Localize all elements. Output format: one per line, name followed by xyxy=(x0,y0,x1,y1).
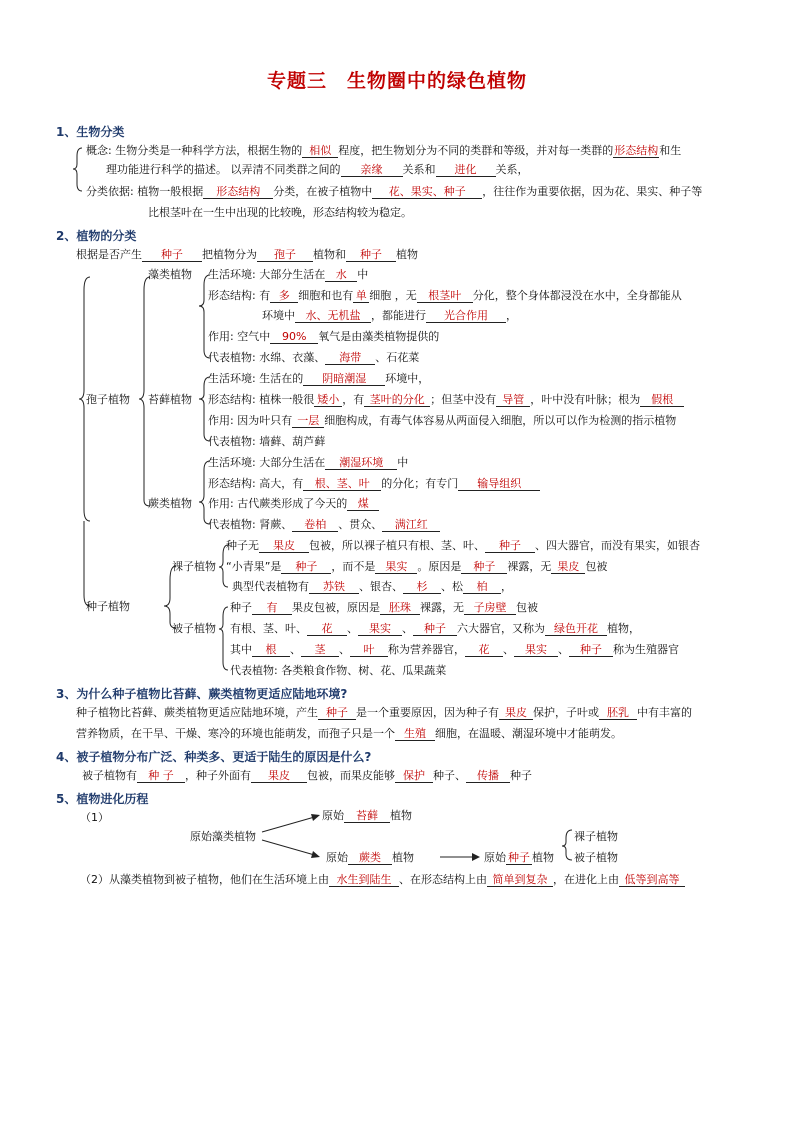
text: 、松 xyxy=(441,580,463,593)
text: 形态结构: 高大，有 xyxy=(208,477,304,490)
blank-answer: 生殖 xyxy=(395,727,435,741)
blank-answer: 90% xyxy=(270,330,318,344)
text: 包被 xyxy=(516,601,538,614)
blank-answer: 柏 xyxy=(463,580,501,594)
text: 代表植物: 水绵、衣藻、 xyxy=(208,351,326,364)
blank-answer: 根、茎、叶 xyxy=(303,477,381,491)
s3-line1 xyxy=(76,706,692,720)
blank-answer: 输导组织 xyxy=(458,477,540,491)
text: 关系， xyxy=(495,163,529,176)
blank-answer: 种子 xyxy=(413,622,457,636)
text: 形态结构: 植株一般很 xyxy=(208,393,315,406)
text: 保护，子叶或 xyxy=(533,706,599,719)
moss-brace xyxy=(199,377,210,441)
s4-line1 xyxy=(82,769,532,783)
arrow-to-moss xyxy=(262,816,318,832)
blank-answer: 亲缘 xyxy=(341,163,403,177)
text: 细胞构成，有毒气体容易从两面侵入细胞，所以可以作为检测的指示植物 xyxy=(324,414,677,427)
s1-basis-line2: 比根茎叶在一生中出现的比较晚，形态结构较为稳定。 xyxy=(148,206,412,219)
text: 的分化；有专门 xyxy=(381,477,459,490)
primitive-seed xyxy=(484,851,554,865)
blank-answer: 水 xyxy=(325,268,357,282)
blank-answer: 潮湿环境 xyxy=(325,456,397,470)
section-4-heading: 4、被子植物分布广泛、种类多、更适于陆生的原因是什么? xyxy=(56,750,372,764)
text: 分化，整个身体都浸没在水中，全身都能从 xyxy=(472,289,682,302)
blank-answer: 海带 xyxy=(325,351,375,365)
angio-line1 xyxy=(230,601,538,615)
algae-line4 xyxy=(208,330,439,344)
text: （2）从藻类植物到被子植物，他们在生活环境上由 xyxy=(80,873,329,886)
text: 环境中， xyxy=(385,372,430,385)
text: 、 xyxy=(347,622,358,635)
moss-line4: 代表植物: 墙藓、葫芦藓 xyxy=(208,435,326,448)
arrowhead-moss xyxy=(311,814,320,821)
blank-answer: 种子 xyxy=(142,248,202,262)
fern-label: 蕨类植物 xyxy=(148,497,192,510)
blank-answer: 阴暗潮湿 xyxy=(303,372,385,386)
text: 植物， xyxy=(607,622,640,635)
blank-answer: 卷柏 xyxy=(292,518,338,532)
text: 裸露，无 xyxy=(420,601,464,614)
text: 程度，把生物划分为不同的类群和等级，并对每一类群的 xyxy=(338,144,614,157)
gymnosperm-node: 裸子植物 xyxy=(574,830,618,843)
blank-answer: 种子 xyxy=(281,560,331,574)
angio-line3 xyxy=(230,643,679,657)
blank-answer: 胚珠 xyxy=(380,601,420,615)
text: 被子植物有 xyxy=(82,769,137,782)
blank-answer: 煤 xyxy=(347,497,379,511)
text: 是一个重要原因，因为种子有 xyxy=(356,706,499,719)
text: 中有丰富的 xyxy=(637,706,692,719)
blank-answer: 相似 xyxy=(302,144,338,158)
blank-answer: 满江红 xyxy=(382,518,440,532)
s1-concept-line1 xyxy=(86,144,681,158)
blank-answer: 矮小 xyxy=(314,393,342,407)
blank-answer: 水生到陆生 xyxy=(329,873,399,887)
text: 、 xyxy=(503,643,514,656)
blank-answer: 苔藓 xyxy=(344,809,390,823)
primitive-fern xyxy=(326,851,414,865)
final-brace xyxy=(562,830,572,860)
text: 六大器官，又称为 xyxy=(457,622,545,635)
blank-answer: 有 xyxy=(252,601,292,615)
blank-answer: 茎叶的分化 xyxy=(364,393,430,407)
text: ，而不是 xyxy=(331,560,376,573)
text: ，有 xyxy=(342,393,365,406)
text: 、 xyxy=(339,643,350,656)
text: 分类依据: 植物一般根据 xyxy=(86,185,204,198)
blank-answer: 苏铁 xyxy=(309,580,359,594)
s2-intro xyxy=(76,248,418,262)
moss-label: 苔藓植物 xyxy=(148,393,192,406)
text: 原始 xyxy=(322,809,344,822)
text: 、 xyxy=(402,622,413,635)
text: 氧气是由藻类植物提供的 xyxy=(318,330,440,343)
blank-answer: 水、无机盐 xyxy=(295,309,371,323)
section-3-heading: 3、为什么种子植物比苔藓、蕨类植物更适应陆地环境? xyxy=(56,687,348,701)
blank-answer: 形态结构 xyxy=(614,144,659,157)
text: 、石花菜 xyxy=(375,351,420,364)
text: 、银杏、 xyxy=(359,580,403,593)
text: 环境中 xyxy=(262,309,295,322)
spore-sub-brace xyxy=(139,277,150,506)
blank-answer: 导管 xyxy=(496,393,530,407)
angio-label: 被子植物 xyxy=(172,622,216,635)
s1-basis-line1 xyxy=(86,185,702,199)
arrowhead-fern xyxy=(311,851,320,858)
text: 、 xyxy=(558,643,569,656)
s1-concept-line2 xyxy=(106,163,529,177)
blank-answer: 种子 xyxy=(346,248,396,262)
text: 植物 xyxy=(390,809,412,822)
seed-sub-brace xyxy=(164,566,176,628)
blank-answer: 种子 xyxy=(508,851,530,864)
fern-line2 xyxy=(208,477,540,491)
text: 生活环境: 生活在的 xyxy=(208,372,304,385)
angio-line2 xyxy=(230,622,640,636)
blank-answer: 种子 xyxy=(318,706,356,720)
text: 和生 xyxy=(659,144,682,157)
text: 植物 xyxy=(392,851,414,864)
angio-brace xyxy=(219,607,228,670)
blank-answer: 杉 xyxy=(403,580,441,594)
text: 种子 xyxy=(510,769,532,782)
text: 细胞，在温暖、潮湿环境中才能萌发。 xyxy=(435,727,622,740)
text: 植物 xyxy=(396,248,418,261)
text: ，在进化上由 xyxy=(553,873,619,886)
primitive-algae: 原始藻类植物 xyxy=(190,830,256,843)
spore-plants-label: 孢子植物 xyxy=(86,393,130,406)
text: “小青果”是 xyxy=(226,560,282,573)
text: 裸露，无 xyxy=(507,560,552,573)
fern-line3 xyxy=(208,497,379,511)
text: ，都能进行 xyxy=(371,309,426,322)
angio-line4: 代表植物: 各类粮食作物、树、花、瓜果蔬菜 xyxy=(230,664,447,677)
gymno-line1 xyxy=(226,539,700,553)
blank-answer: 果实 xyxy=(358,622,402,636)
blank-answer: 一层 xyxy=(292,414,324,428)
arrow-to-fern xyxy=(262,840,318,856)
blank-answer: 花 xyxy=(465,643,503,657)
text: 包被 xyxy=(585,560,608,573)
angiosperm-node: 被子植物 xyxy=(574,851,618,864)
blank-answer: 子房壁 xyxy=(464,601,516,615)
section-5-heading: 5、植物进化历程 xyxy=(56,792,149,806)
text: ， xyxy=(506,309,517,322)
text: ，往往作为重要依据，因为花、果实、种子等 xyxy=(482,185,703,198)
moss-line2 xyxy=(208,393,684,407)
gymno-line3 xyxy=(232,580,512,594)
gymno-label: 裸子植物 xyxy=(172,560,216,573)
blank-answer: 种子 xyxy=(485,539,535,553)
blank-answer: 进化 xyxy=(436,163,496,177)
text: 生活环境: 大部分生活在 xyxy=(208,268,326,281)
text: ，种子外面有 xyxy=(185,769,251,782)
fern-line4 xyxy=(208,518,440,532)
text: 典型代表植物有 xyxy=(232,580,309,593)
arrowhead-seed xyxy=(472,853,480,861)
text: 有根、茎、叶、 xyxy=(230,622,307,635)
s3-line2 xyxy=(76,727,622,741)
primitive-moss xyxy=(322,809,412,823)
text: 种子植物比苔藓、蕨类植物更适应陆地环境，产生 xyxy=(76,706,318,719)
blank-answer: 种子 xyxy=(569,643,613,657)
seed-line xyxy=(84,521,90,606)
blank-answer: 孢子 xyxy=(257,248,313,262)
blank-answer: 果实 xyxy=(375,560,417,574)
algae-line1 xyxy=(208,268,368,282)
blank-answer: 种子 xyxy=(461,560,507,574)
section-2-heading: 2、植物的分类 xyxy=(56,229,137,243)
blank-answer: 果皮 xyxy=(251,769,307,783)
algae-line2 xyxy=(208,289,682,303)
blank-answer: 种 子 xyxy=(137,769,185,783)
blank-answer: 多 xyxy=(270,289,298,303)
blank-answer: 形态结构 xyxy=(203,185,273,199)
blank-answer: 根 xyxy=(252,643,290,657)
s1-brace xyxy=(73,148,82,191)
text: 包被，所以裸子植只有根、茎、叶、 xyxy=(309,539,485,552)
text: 、贯众、 xyxy=(338,518,383,531)
text: 中 xyxy=(397,456,409,469)
blank-answer: 花 xyxy=(307,622,347,636)
text: ，叶中没有叶脉；根为 xyxy=(530,393,641,406)
text: 、四大器官，而没有果实，如银杏 xyxy=(535,539,700,552)
blank-answer: 根茎叶 xyxy=(417,289,473,303)
text: 根据是否产生 xyxy=(76,248,142,261)
text: 关系和 xyxy=(402,163,436,176)
algae-line5 xyxy=(208,351,419,365)
blank-answer: 茎 xyxy=(301,643,339,657)
fern-line1 xyxy=(208,456,408,470)
page-title: 专题三 生物圈中的绿色植物 xyxy=(266,70,527,92)
text: 种子 xyxy=(230,601,252,614)
text: 作用: 空气中 xyxy=(208,330,271,343)
text: 概念: 生物分类是一种科学方法，根据生物的 xyxy=(86,144,303,157)
text: 把植物分为 xyxy=(202,248,257,261)
text: 、 xyxy=(290,643,301,656)
section-1-heading: 1、生物分类 xyxy=(56,125,125,139)
blank-answer: 胚乳 xyxy=(599,706,637,720)
text: 原始 xyxy=(326,851,348,864)
text: 。原因是 xyxy=(417,560,462,573)
blank-answer: 低等到高等 xyxy=(619,873,685,887)
text: 包被，而果皮能够 xyxy=(307,769,395,782)
text: 细胞 ，无 xyxy=(369,289,417,302)
text: 植物和 xyxy=(313,248,346,261)
text: 作用: 因为叶只有 xyxy=(208,414,293,427)
blank-answer: 果皮 xyxy=(499,706,533,720)
blank-answer: 花、果实、种子 xyxy=(372,185,482,199)
text: 其中 xyxy=(230,643,252,656)
text: 细胞和也有 xyxy=(298,289,354,302)
blank-answer: 蕨类 xyxy=(348,851,392,865)
text: 种子、 xyxy=(433,769,466,782)
algae-label: 藻类植物 xyxy=(148,268,192,281)
gymno-line2 xyxy=(226,560,607,574)
blank-answer: 光合作用 xyxy=(426,309,506,323)
blank-answer: 叶 xyxy=(350,643,388,657)
text: 原始 xyxy=(484,851,506,864)
algae-line3 xyxy=(262,309,517,323)
moss-line1 xyxy=(208,372,429,386)
text: ；但茎中没有 xyxy=(430,393,497,406)
s5-item-2 xyxy=(80,873,685,887)
text: 分类，在被子植物中 xyxy=(273,185,373,198)
text: 植物 xyxy=(532,851,554,864)
text: 称为营养器官， xyxy=(388,643,465,656)
blank-answer: 简单到复杂 xyxy=(487,873,553,887)
text: 理功能进行科学的描述。 以弄清不同类群之间的 xyxy=(106,163,341,176)
text: 形态结构: 有 xyxy=(208,289,271,302)
blank-answer: 果皮 xyxy=(551,560,585,574)
fern-brace xyxy=(199,461,210,524)
text: ， xyxy=(501,580,512,593)
text: 作用: 古代蕨类形成了今天的 xyxy=(208,497,348,510)
blank-answer: 单 xyxy=(353,289,369,303)
s5-item-1-number: （1） xyxy=(80,811,109,824)
seed-plants-label: 种子植物 xyxy=(86,600,130,613)
text: 营养物质，在干旱、干燥、寒冷的环境也能萌发，而孢子只是一个 xyxy=(76,727,395,740)
moss-line3 xyxy=(208,414,676,428)
blank-answer: 保护 xyxy=(395,769,433,783)
blank-answer: 假根 xyxy=(640,393,684,407)
text: 代表植物: 肾蕨、 xyxy=(208,518,293,531)
text: 称为生殖器官 xyxy=(613,643,679,656)
blank-answer: 绿色开花 xyxy=(545,622,607,636)
text: 生活环境: 大部分生活在 xyxy=(208,456,326,469)
algae-brace xyxy=(199,275,210,358)
text: 果皮包被，原因是 xyxy=(292,601,380,614)
text: 种子无 xyxy=(226,539,259,552)
text: 中 xyxy=(357,268,369,281)
blank-answer: 传播 xyxy=(466,769,510,783)
blank-answer: 果皮 xyxy=(259,539,309,553)
blank-answer: 果实 xyxy=(514,643,558,657)
text: 、在形态结构上由 xyxy=(399,873,487,886)
